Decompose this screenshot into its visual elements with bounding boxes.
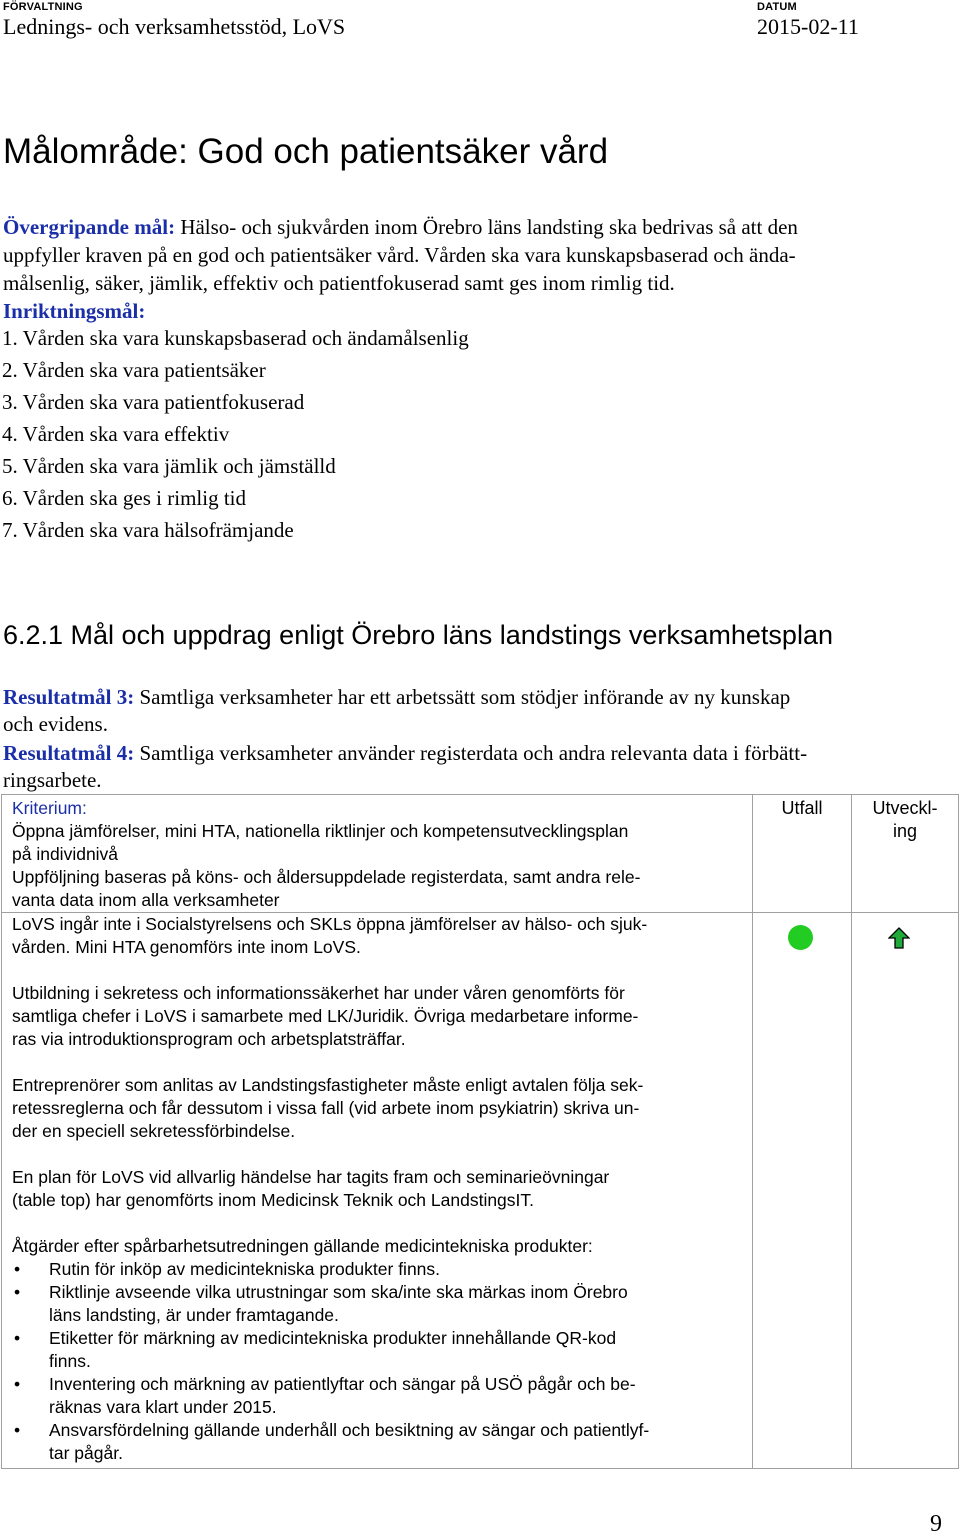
utfall-label: Utfall bbox=[781, 798, 823, 818]
body-line: ras via introduktionsprogram och arbetsplatsträffar. bbox=[12, 1029, 406, 1049]
resultatmal-4 bbox=[3, 740, 958, 794]
utveckling-label-1: Utveckl- bbox=[872, 798, 938, 818]
kriterium-table bbox=[1, 794, 959, 1469]
criteria-line: Uppföljning baseras på köns- och åldersuppdelade registerdata, samt andra rele- bbox=[12, 867, 641, 887]
overgripande-text-1: Hälso- och sjukvården inom Örebro läns landsting ska bedrivas så att den bbox=[175, 215, 798, 239]
body-line: En plan för LoVS vid allvarlig händelse har tagits fram och seminarieövningar bbox=[12, 1167, 610, 1187]
overgripande-mal bbox=[3, 213, 958, 297]
list-item: 7. Vården ska vara hälsofrämjande bbox=[2, 518, 294, 542]
body-line: Utbildning i sekretess och informationssäkerhet har under våren genomförts för bbox=[12, 983, 625, 1003]
utveckling-label-2: ing bbox=[892, 821, 918, 841]
criteria-line: vanta data inom alla verksamheter bbox=[12, 890, 280, 910]
page-number: 9 bbox=[930, 1511, 942, 1537]
section-title: 6.2.1 Mål och uppdrag enligt Örebro läns landstings verksamhetsplan bbox=[3, 620, 833, 650]
list-item: 2. Vården ska vara patientsäker bbox=[2, 358, 266, 382]
resultatmal-3 bbox=[3, 684, 958, 738]
list-item: 5. Vården ska vara jämlik och jämställd bbox=[2, 454, 336, 478]
body-line: (table top) har genomförts inom Medicinsk Teknik och LandstingsIT. bbox=[12, 1190, 535, 1210]
list-item: • Etiketter för märkning av medicintekniska produkter innehållande QR-kod finns. bbox=[12, 1327, 752, 1373]
forvaltning-label: FÖRVALTNING bbox=[3, 1, 83, 13]
resultatmal-3-text: Samtliga verksamheter har ett arbetssätt som stödjer införande av ny kunskap bbox=[134, 685, 791, 709]
body-line: Entreprenörer som anlitas av Landstingsfastigheter måste enligt avtalen följa sek- bbox=[12, 1075, 644, 1095]
utfall-cell bbox=[753, 913, 852, 1469]
kriterium-cell bbox=[2, 795, 753, 913]
green-status-icon bbox=[788, 925, 813, 950]
page-title: Målområde: God och patientsäker vård bbox=[3, 132, 609, 171]
criteria-line: på individnivå bbox=[12, 844, 119, 864]
body-line: retessreglerna och får dessutom i vissa fall (vid arbete inom psykiatrin) skriva un- bbox=[12, 1098, 640, 1118]
list-item: • Riktlinje avseende vilka utrustningar som ska/inte ska märkas inom Örebro läns landsting, är under framtagande. bbox=[12, 1281, 752, 1327]
body-line: vården. Mini HTA genomförs inte inom LoVS. bbox=[12, 937, 361, 957]
overgripande-text-2: uppfyller kraven på en god och patientsäker vård. Vården ska vara kunskapsbaserad och ända- bbox=[3, 243, 796, 267]
atgarder-intro: Åtgärder efter spårbarhetsutredningen gällande medicintekniska produkter: bbox=[12, 1236, 593, 1256]
atgarder-list bbox=[12, 1258, 752, 1465]
body-line: der en speciell sekretessförbindelse. bbox=[12, 1121, 296, 1141]
list-item: • Inventering och märkning av patientlyftar och sängar på USÖ pågår och be- räknas vara klart under 2015. bbox=[12, 1373, 752, 1419]
kriterium-label: Kriterium: bbox=[12, 798, 87, 818]
datum-label: DATUM bbox=[757, 1, 797, 13]
utveckling-header-cell bbox=[852, 795, 959, 913]
criteria-line: Öppna jämförelser, mini HTA, nationella riktlinjer och kompetensutvecklingsplan bbox=[12, 821, 629, 841]
list-item: 3. Vården ska vara patientfokuserad bbox=[2, 390, 305, 414]
list-item: 6. Vården ska ges i rimlig tid bbox=[2, 486, 246, 510]
resultatmal-3-label: Resultatmål 3: bbox=[3, 685, 135, 709]
resultatmal-4-label: Resultatmål 4: bbox=[3, 741, 135, 765]
list-item: • Ansvarsfördelning gällande underhåll och besiktning av sängar och patientlyf- tar pågår. bbox=[12, 1419, 752, 1465]
overgripande-text-3: målsenlig, säker, jämlik, effektiv och patientfokuserad samt ges inom rimlig tid. bbox=[3, 271, 675, 295]
inriktning-label: Inriktningsmål: bbox=[3, 299, 146, 323]
resultatmal-4-text: Samtliga verksamheter använder registerdata och andra relevanta data i förbätt- bbox=[134, 741, 808, 765]
list-item: 1. Vården ska vara kunskapsbaserad och ändamålsenlig bbox=[2, 326, 469, 350]
overgripande-label: Övergripande mål: bbox=[3, 215, 176, 239]
list-item: • Rutin för inköp av medicintekniska produkter finns. bbox=[12, 1258, 752, 1281]
resultatmal-3-text-2: och evidens. bbox=[3, 712, 108, 736]
body-cell bbox=[2, 913, 753, 1469]
utveckling-cell bbox=[852, 913, 959, 1469]
list-item: 4. Vården ska vara effektiv bbox=[2, 422, 230, 446]
arrow-up-icon bbox=[888, 927, 910, 949]
forvaltning-value: Lednings- och verksamhetsstöd, LoVS bbox=[3, 14, 346, 39]
resultatmal-4-text-2: ringsarbete. bbox=[3, 768, 102, 792]
body-line: LoVS ingår inte i Socialstyrelsens och SKLs öppna jämförelser av hälso- och sjuk- bbox=[12, 914, 648, 934]
utfall-header-cell bbox=[753, 795, 852, 913]
body-line: samtliga chefer i LoVS i samarbete med LK/Juridik. Övriga medarbetare informe- bbox=[12, 1006, 639, 1026]
datum-value: 2015-02-11 bbox=[757, 14, 859, 39]
